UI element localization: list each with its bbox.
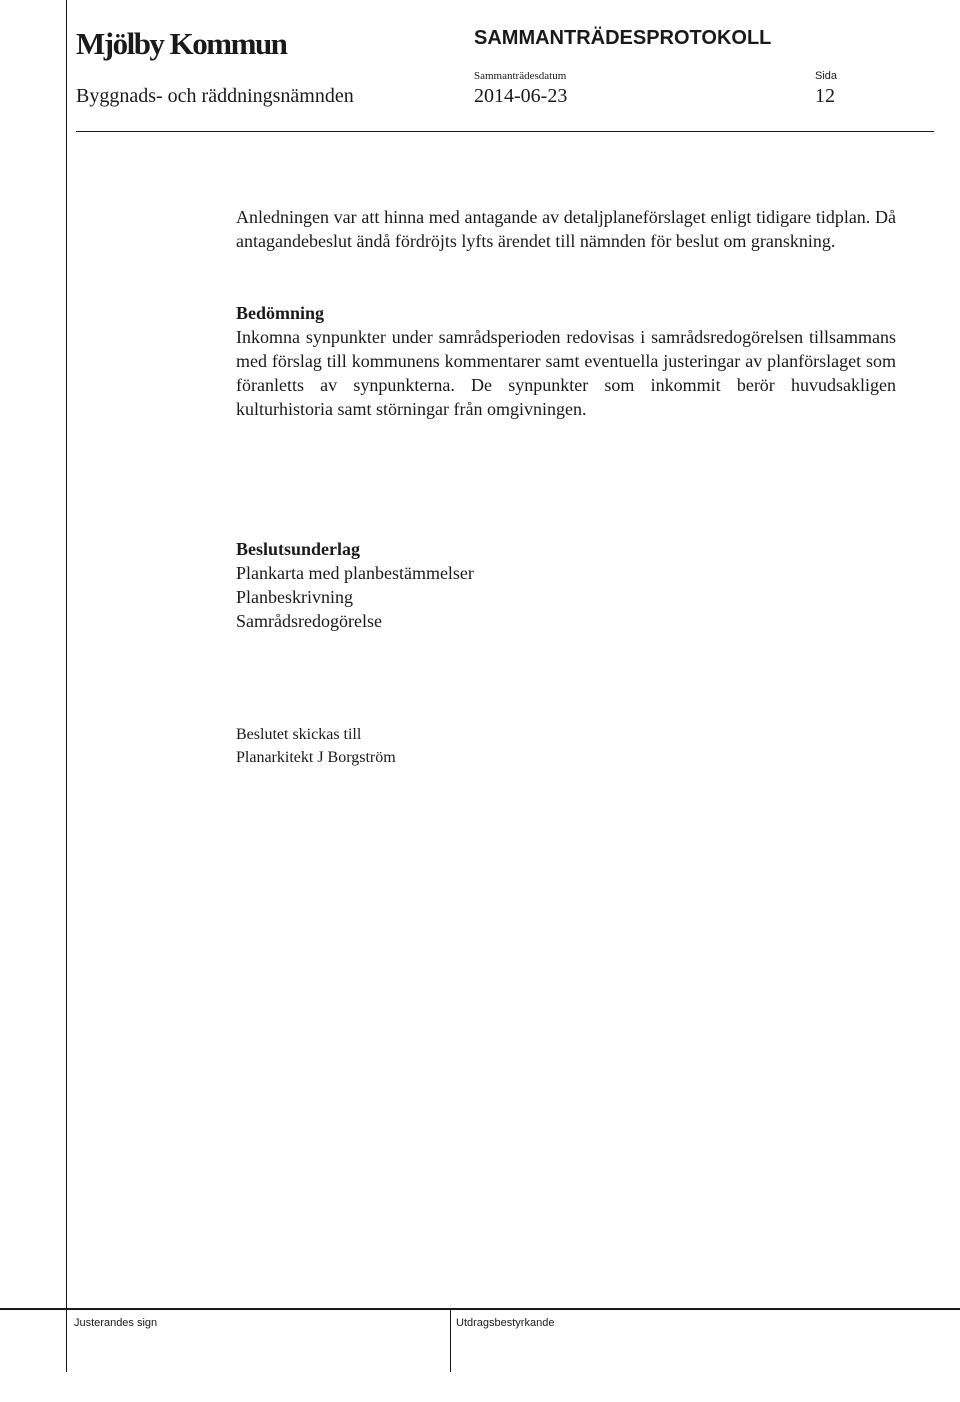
decision-basis-section <box>236 537 896 633</box>
extract-certification-label: Utdragsbestyrkande <box>456 1317 555 1329</box>
intro-paragraph: Anledningen var att hinna med antagande av detaljplaneförslaget enligt tidigare tidplan. Då antagandebeslut ändå fördröjts lyfts ärendet till nämnden för beslut om granskning. <box>236 207 896 251</box>
intro-section <box>236 205 896 253</box>
header-divider <box>76 131 934 132</box>
left-margin-line <box>66 0 67 1372</box>
decision-basis-item: Plankarta med planbestämmelser <box>236 563 474 583</box>
page-number: 12 <box>815 85 835 107</box>
decision-basis-item: Samrådsredogörelse <box>236 611 382 631</box>
assessment-section <box>236 301 896 421</box>
distribution-heading: Beslutet skickas till <box>236 726 362 743</box>
document-type-title: SAMMANTRÄDESPROTOKOLL <box>474 27 772 49</box>
page-label: Sida <box>815 70 838 82</box>
committee-name: Byggnads- och räddningsnämnden <box>76 85 354 107</box>
decision-basis-heading: Beslutsunderlag <box>236 539 361 559</box>
footer-divider <box>0 1308 960 1310</box>
distribution-recipient: Planarkitekt J Borgström <box>236 749 396 766</box>
footer-column-divider <box>450 1310 451 1372</box>
meeting-date-label: Sammanträdesdatum <box>474 70 567 82</box>
meeting-date: 2014-06-23 <box>474 85 568 107</box>
assessment-paragraph: Inkomna synpunkter under samrådsperioden redovisas i samrådsredogörelsen tillsammans med förslag till kommunens kommentarer samt eventuella justeringar av planförslaget som föranletts av synpunkterna. De synpunkter som inkommit berör huvudsakligen kulturhistoria samt störningar från omgivningen. <box>236 327 896 419</box>
signature-label: Justerandes sign <box>74 1317 158 1329</box>
decision-basis-item: Planbeskrivning <box>236 587 353 607</box>
municipality-logo: Mjölby Kommun <box>76 26 287 61</box>
assessment-heading: Bedömning <box>236 303 325 323</box>
distribution-section <box>236 723 896 769</box>
